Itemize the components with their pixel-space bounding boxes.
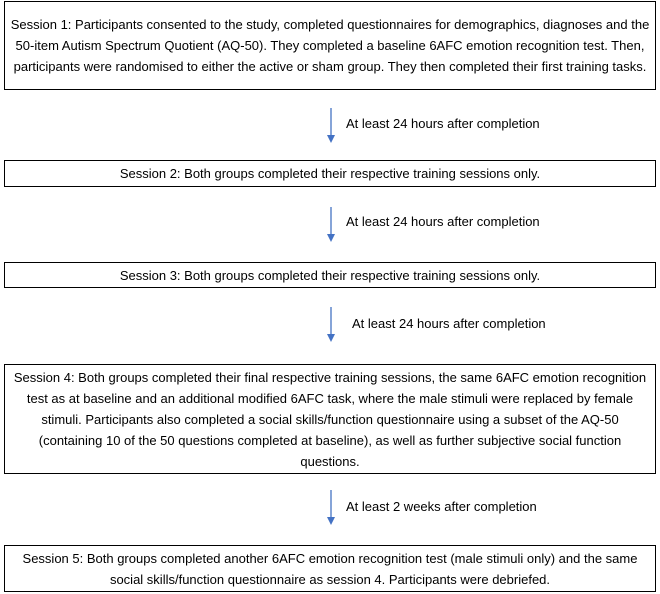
down-arrow-icon (324, 307, 338, 343)
session-4-box (4, 364, 656, 474)
session-1-text: Session 1: Participants consented to the study, completed questionnaires for demographics, diagnoses and the 50-item Autism Spectrum Quotient (AQ-50). They completed a baseline 6AFC emotion recognition test. Then, participants were randomised to either the active or sham group. They then completed their first training tasks. (10, 17, 650, 74)
down-arrow-icon (324, 207, 338, 243)
session-1-box (4, 1, 656, 90)
session-3-box (4, 262, 656, 288)
down-arrow-icon (324, 490, 338, 526)
session-4-text: Session 4: Both groups completed their final respective training sessions, the same 6AFC emotion recognition test as at baseline and an additional modified 6AFC task, where the male stimuli were replaced by female stimuli. Participants also completed a social skills/function questionnaire using a subset of the AQ-50 (containing 10 of the 50 questions completed at baseline), as well as further subjective social function questions. (13, 369, 647, 469)
transition-label-1: At least 24 hours after completion (346, 116, 540, 131)
down-arrow-icon (324, 108, 338, 144)
session-2-box (4, 160, 656, 187)
session-3-text: Session 3: Both groups completed their respective training sessions only. (119, 267, 541, 283)
session-5-text: Session 5: Both groups completed another 6AFC emotion recognition test (male stimuli only) and the same social skills/function questionnaire as session 4. Participants were debriefed. (22, 550, 638, 587)
transition-label-2: At least 24 hours after completion (346, 214, 540, 229)
transition-label-3: At least 24 hours after completion (352, 316, 546, 331)
session-5-box (4, 545, 656, 592)
transition-label-4: At least 2 weeks after completion (346, 499, 537, 514)
session-2-text: Session 2: Both groups completed their respective training sessions only. (119, 166, 541, 181)
